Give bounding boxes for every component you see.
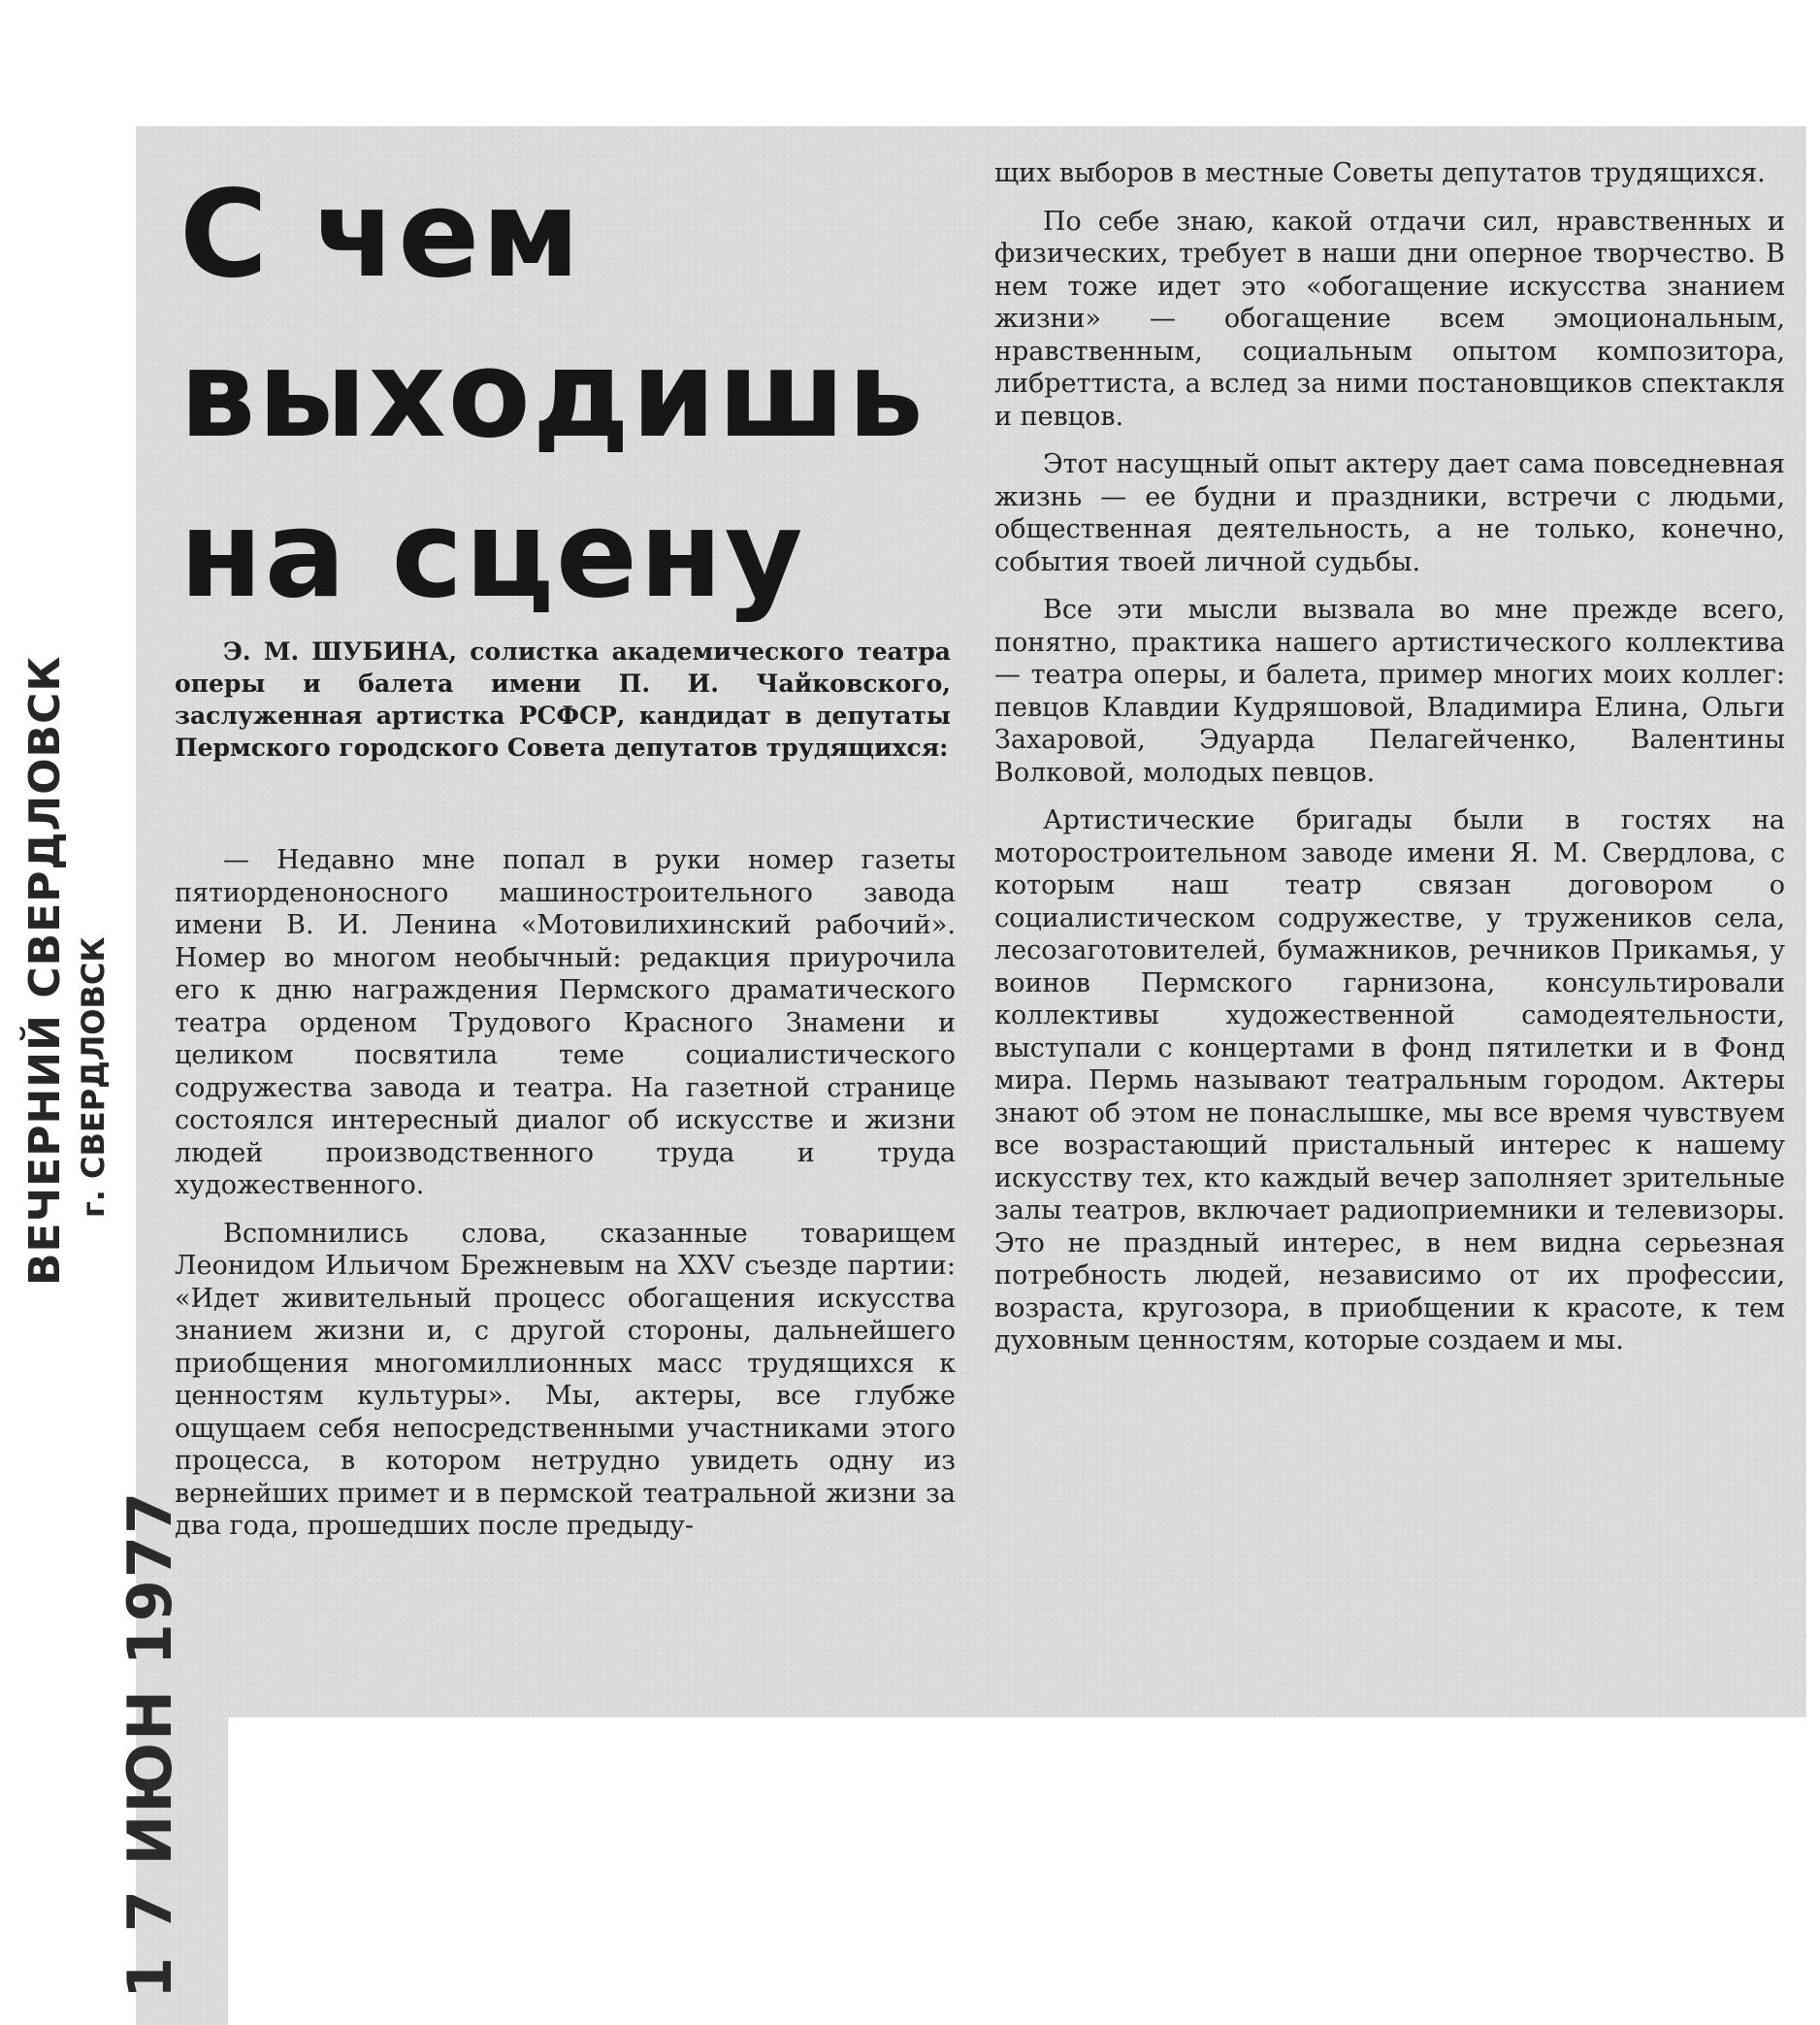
paragraph: Вспомнились слова, сказанные товарищем Леонидом Ильичом Брежневым на XXV съезде партии: «Идет живительный процесс обогащения искусства знанием жизни и, с другой стороны, дальнейшего приобщения многомиллионных масс трудящихся к ценностям культуры». Мы, актеры, все глубже ощущаем себя непосредственными участниками этого процесса, в котором нетрудно увидеть одну из вернейших примет и в пермской театральной жизни за два года, прошедших после предыду- <box>175 1218 956 1541</box>
headline-line: на сцену <box>179 485 805 625</box>
newspaper-source-stamp <box>19 315 165 1286</box>
paragraph: Артистические бригады были в гостях на моторостроительном заводе имени Я. М. Свердлова, с которым наш театр связан договором о социалистическом содружестве, у тружеников села, лесозаготовителей, бумажников, речников Прикамья, у воинов Пермского гарнизона, консультировали коллективы художественной самодеятельности, выступали с концертами в фонд пятилетки и в Фонд мира. Пермь называют театральным городом. Актеры знают об этом не понаслышке, мы все время чувствуем все возрастающий пристальный интерес к нашему искусству тех, кто каждый вечер заполняет зрительные залы театров, включает радиоприемники и телевизоры. Это не праздный интерес, в нем видна серьезная потребность людей, независимо от их профессии, возраста, кругозора, в приобщении к красоте, к тем духовным ценностям, которые создаем и мы. <box>994 805 1785 1355</box>
article-column-right <box>994 157 1785 1373</box>
article-column-left <box>175 844 956 1558</box>
newspaper-name: ВЕЧЕРНИЙ СВЕРДЛОВСК <box>20 655 70 1286</box>
paragraph: — Недавно мне попал в руки номер газеты пятиорденоносного машиностроительного завода имени В. И. Ленина «Мотовилихинский рабочий». Номер во многом необычный: редакция приурочила его к дню награждения Пермского драматического театра орденом Трудового Красного Знамени и целиком посвятила теме социалистического содружества завода и театра. На газетной странице состоялся интересный диалог об искусстве и жизни людей производственного труда и труда художественного. <box>175 845 956 1200</box>
article-headline <box>179 155 965 636</box>
paragraph: По себе знаю, какой отдачи сил, нравственных и физических, требует в наши дни оперное творчество. В нем тоже идет это «обогащение искусства знанием жизни» — обогащение всем эмоциональным, нравственным, социальным опытом композитора, либреттиста, а вслед за ними постановщиков спектакля и певцов. <box>994 206 1785 432</box>
paragraph: Этот насущный опыт актеру дает сама повседневная жизнь — ее будни и праздники, встречи с людьми, общественная деятельность, а не только, конечно, события твоей личной судьбы. <box>994 449 1785 577</box>
headline-line: выходишь <box>179 325 926 465</box>
paragraph: щих выборов в местные Советы депутатов трудящихся. <box>994 158 1766 188</box>
paragraph: Все эти мысли вызвала во мне прежде всего, понятно, практика нашего артистического коллектива — театра оперы, и балета, пример многих моих коллег: певцов Клавдии Кудряшовой, Владимира Елина, Ольги Захаровой, Эдуарда Пелагейченко, Валентины Волковой, молодых певцов. <box>994 595 1785 788</box>
author-byline: Э. М. ШУБИНА, солистка академического театра оперы и балета имени П. И. Чайковского, заслуженная артистка РСФСР, кандидат в депутаты Пермского городского Совета депутатов трудящихся: <box>175 637 951 762</box>
date-stamp: 1 7 ИЮН 1977 <box>114 1489 185 1999</box>
newspaper-city: г. СВЕРДЛОВСК <box>75 936 112 1218</box>
headline-line: С чем <box>179 165 582 305</box>
